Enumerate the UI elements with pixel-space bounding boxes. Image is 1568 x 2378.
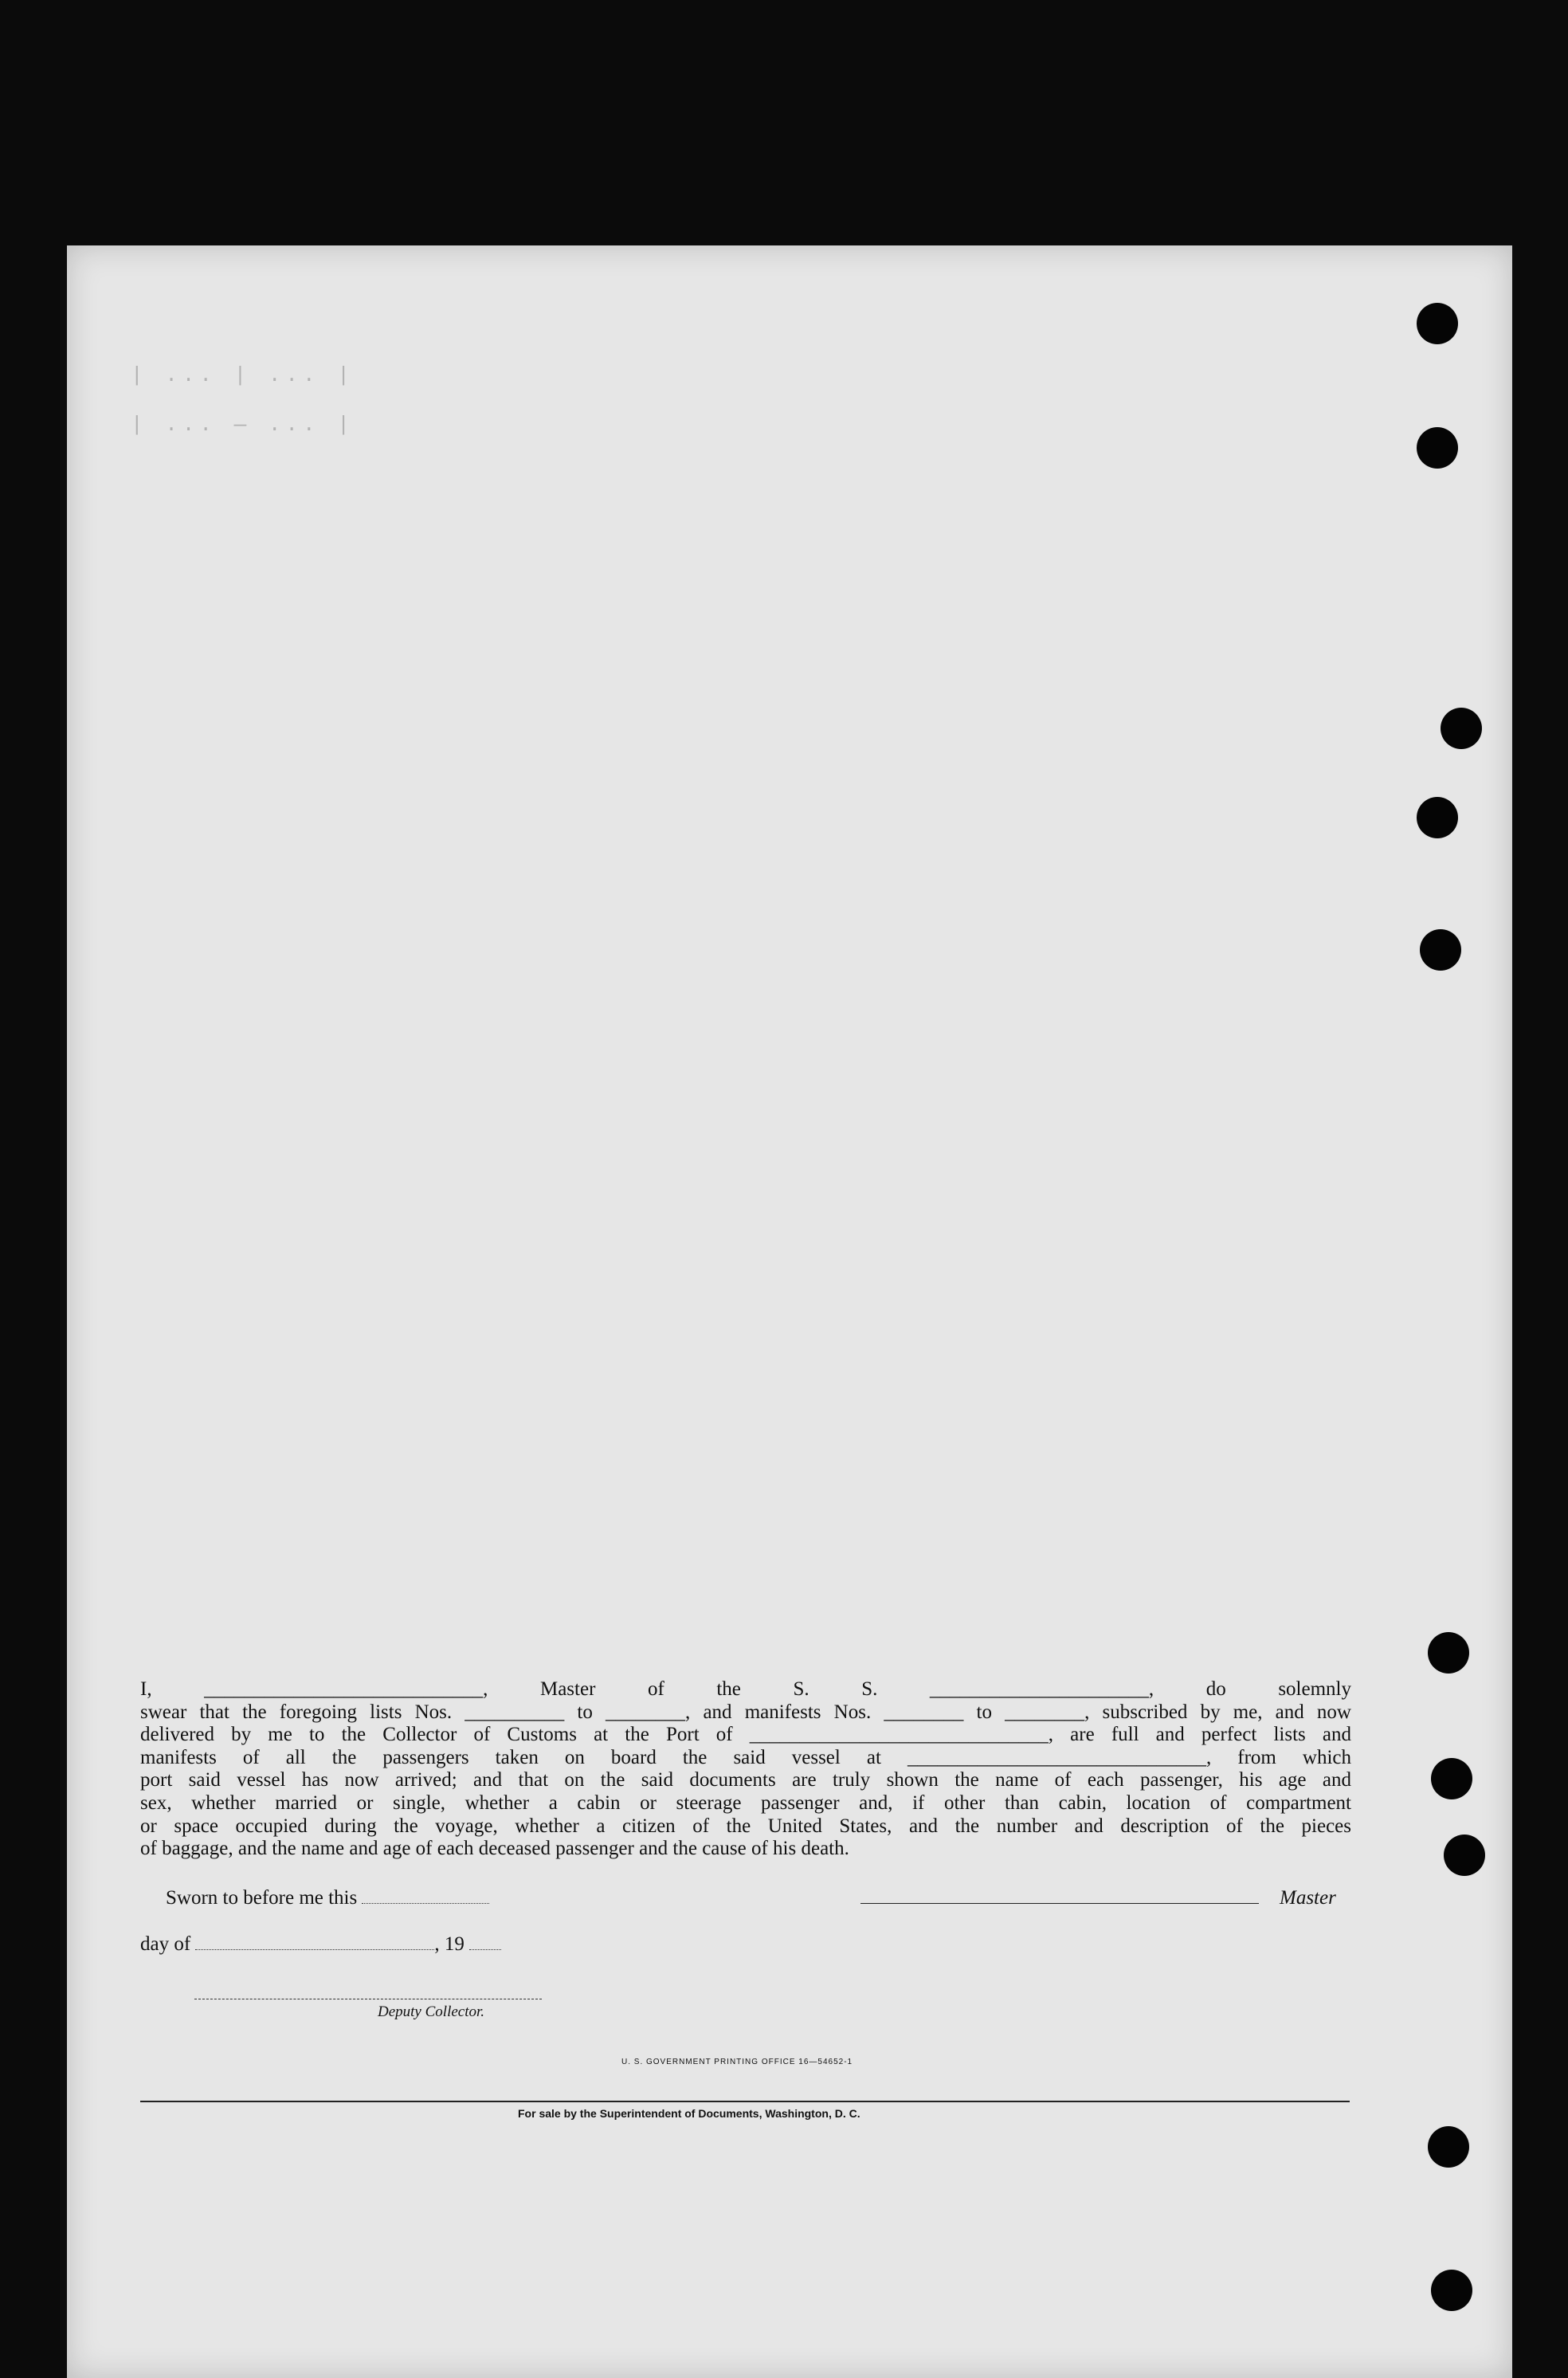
punch-hole (1428, 1632, 1469, 1674)
deputy-collector-label: Deputy Collector. (378, 2003, 485, 2020)
punch-hole (1417, 303, 1458, 344)
oath-line-3: delivered by me to the Collector of Customs at the Port of ______________________________, are full and perfect lists and (140, 1724, 1351, 1746)
oath-line-2: swear that the foregoing lists Nos. __________ to ________, and manifests Nos. ________ to ________, subscribed by me, and now (140, 1701, 1351, 1723)
bleed-through-text: | ... — ... | (131, 413, 355, 437)
oath-line-1: I, ____________________________, Master of the S. S. ______________________, do solemnly (140, 1678, 1351, 1700)
footer-rule (140, 2101, 1350, 2102)
oath-line-4: manifests of all the passengers taken on board the said vessel at ______________________________, from which (140, 1746, 1351, 1768)
day-of-blank (195, 1935, 434, 1950)
punch-hole (1417, 427, 1458, 469)
day-of-text: day of (140, 1933, 191, 1955)
year-blank (469, 1935, 501, 1950)
day-of-line (140, 1933, 501, 1956)
punch-hole (1420, 929, 1461, 971)
punch-hole (1417, 797, 1458, 838)
punch-hole (1431, 2270, 1472, 2311)
sworn-statement (166, 1887, 489, 1909)
sale-notice: For sale by the Superintendent of Documents, Washington, D. C. (518, 2107, 860, 2120)
punch-hole (1431, 1758, 1472, 1799)
oath-declaration (140, 1678, 1351, 1861)
punch-hole (1428, 2126, 1469, 2168)
bleed-through-text: | ... | ... | (131, 363, 355, 387)
printing-office-notice: U. S. GOVERNMENT PRINTING OFFICE 16—54652-1 (621, 2058, 853, 2066)
oath-line-7: or space occupied during the voyage, whether a citizen of the United States, and the number and description of the pieces (140, 1815, 1351, 1837)
sworn-date-blank (362, 1889, 489, 1904)
year-prefix: , 19 (434, 1933, 465, 1955)
master-label: Master (1280, 1887, 1336, 1909)
oath-line-6: sex, whether married or single, whether a cabin or steerage passenger and, if other than cabin, location of compartment (140, 1791, 1351, 1814)
sworn-text: Sworn to before me this (166, 1887, 358, 1909)
oath-line-8: of baggage, and the name and age of each deceased passenger and the cause of his death. (140, 1838, 849, 1860)
punch-hole (1441, 708, 1482, 749)
master-signature-line (860, 1903, 1259, 1904)
punch-hole (1444, 1835, 1485, 1876)
oath-line-5: port said vessel has now arrived; and that on the said documents are truly shown the name of each passenger, his age and (140, 1769, 1351, 1791)
